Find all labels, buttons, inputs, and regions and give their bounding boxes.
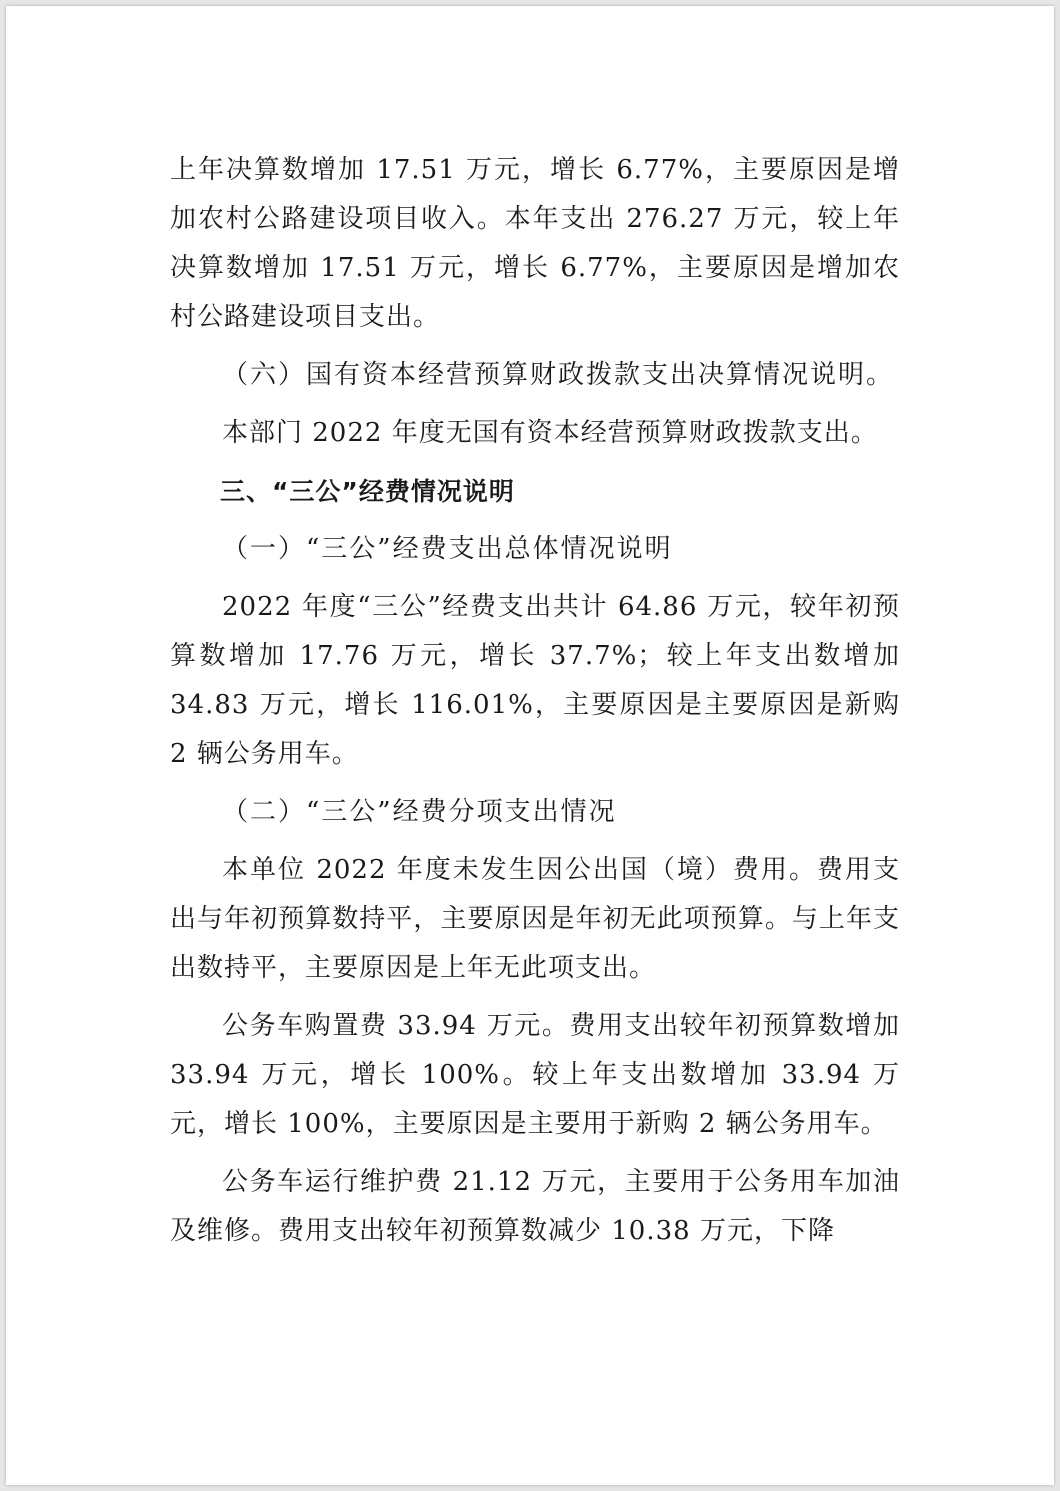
section-heading-three-public-expenses: 三、“三公”经费情况说明 xyxy=(220,477,515,506)
paragraph-vehicle-purchase: 公务车购置费 33.94 万元。费用支出较年初预算数增加 33.94 万元，增长 100%。较上年支出数增加 33.94 万元，增长 100%，主要原因是主要用于新购 2 辆公务用车。 xyxy=(170,1011,900,1139)
paragraph-budget-continued: 上年决算数增加 17.51 万元，增长 6.77%，主要原因是增加农村公路建设项目收入。本年支出 276.27 万元，较上年决算数增加 17.51 万元，增长 6.77%，主要原因是增加农村公路建设项目支出。 xyxy=(170,155,900,332)
subheading-state-capital-budget: （六）国有资本经营预算财政拨款支出决算情况说明。 xyxy=(222,360,895,390)
document-page xyxy=(6,6,1054,1485)
paragraph-overseas-travel: 本单位 2022 年度未发生因公出国（境）费用。费用支出与年初预算数持平，主要原因是年初无此项预算。与上年支出数持平，主要原因是上年无此项支出。 xyxy=(170,855,900,983)
paragraph-overall-expenses: 2022 年度“三公”经费支出共计 64.86 万元，较年初预算数增加 17.76 万元，增长 37.7%；较上年支出数增加 34.83 万元，增长 116.01%，主要原因是主要原因是新购 2 辆公务用车。 xyxy=(170,592,900,769)
subheading-overall-expenses: （一）“三公”经费支出总体情况说明 xyxy=(222,534,673,564)
subheading-itemized-expenses: （二）“三公”经费分项支出情况 xyxy=(222,797,617,827)
paragraph-no-state-capital-spending: 本部门 2022 年度无国有资本经营预算财政拨款支出。 xyxy=(222,418,878,448)
document-body xyxy=(170,146,900,1256)
paragraph-vehicle-maintenance: 公务车运行维护费 21.12 万元，主要用于公务用车加油及维修。费用支出较年初预算数减少 10.38 万元，下降 xyxy=(170,1167,900,1246)
